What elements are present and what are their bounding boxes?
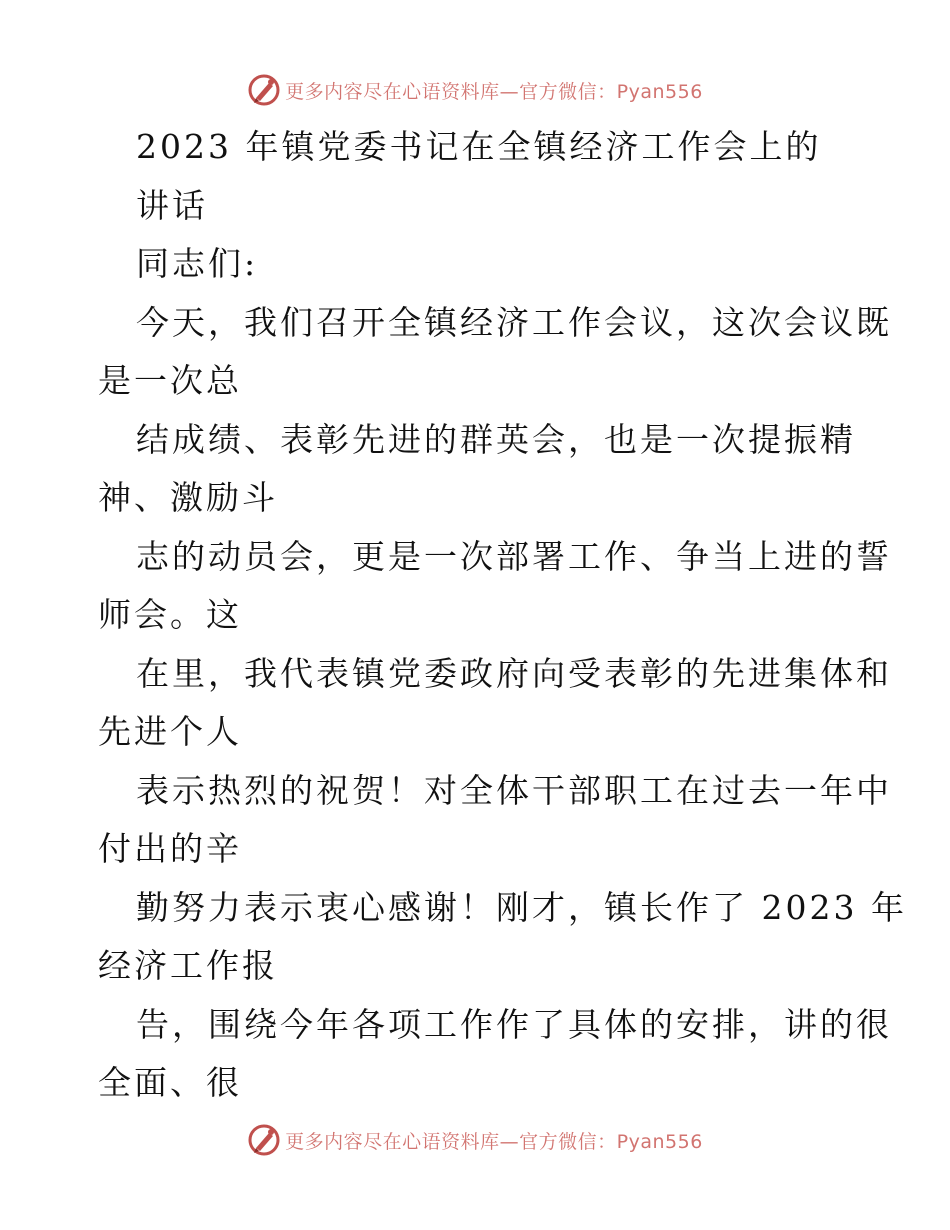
banner-text: 更多内容尽在心语资料库—官方微信：Pyan556	[285, 80, 703, 103]
text-line: 讲话	[136, 185, 208, 225]
text-line: 志的动员会，更是一次部署工作、争当上进的誓	[136, 536, 892, 576]
pen-logo-icon	[247, 1123, 281, 1157]
text-line: 表示热烈的祝贺！对全体干部职工在过去一年中	[136, 770, 892, 810]
header-banner	[0, 70, 950, 110]
text-line: 勤努力表示衷心感谢！刚才，镇长作了 2023 年	[136, 887, 907, 927]
banner-text: 更多内容尽在心语资料库—官方微信：Pyan556	[285, 1130, 703, 1153]
text-line: 付出的辛	[98, 829, 242, 868]
document-body	[98, 118, 907, 1113]
text-line: 神、激励斗	[98, 478, 278, 517]
pen-logo-icon	[247, 73, 281, 107]
text-line: 同志们:	[136, 244, 259, 283]
text-line: 告，围绕今年各项工作作了具体的安排，讲的很	[136, 1004, 892, 1044]
text-line: 师会。这	[98, 595, 242, 634]
text-line: 在里，我代表镇党委政府向受表彰的先进集体和	[136, 653, 892, 693]
footer-banner	[0, 1120, 950, 1160]
text-line: 今天，我们召开全镇经济工作会议，这次会议既	[136, 302, 892, 342]
text-line: 全面、很	[98, 1063, 242, 1102]
text-line: 结成绩、表彰先进的群英会，也是一次提振精	[136, 419, 856, 459]
text-line: 2023 年镇党委书记在全镇经济工作会上的	[136, 127, 822, 166]
text-line: 经济工作报	[98, 946, 278, 985]
text-line: 是一次总	[98, 361, 242, 400]
text-line: 先进个人	[98, 712, 242, 751]
